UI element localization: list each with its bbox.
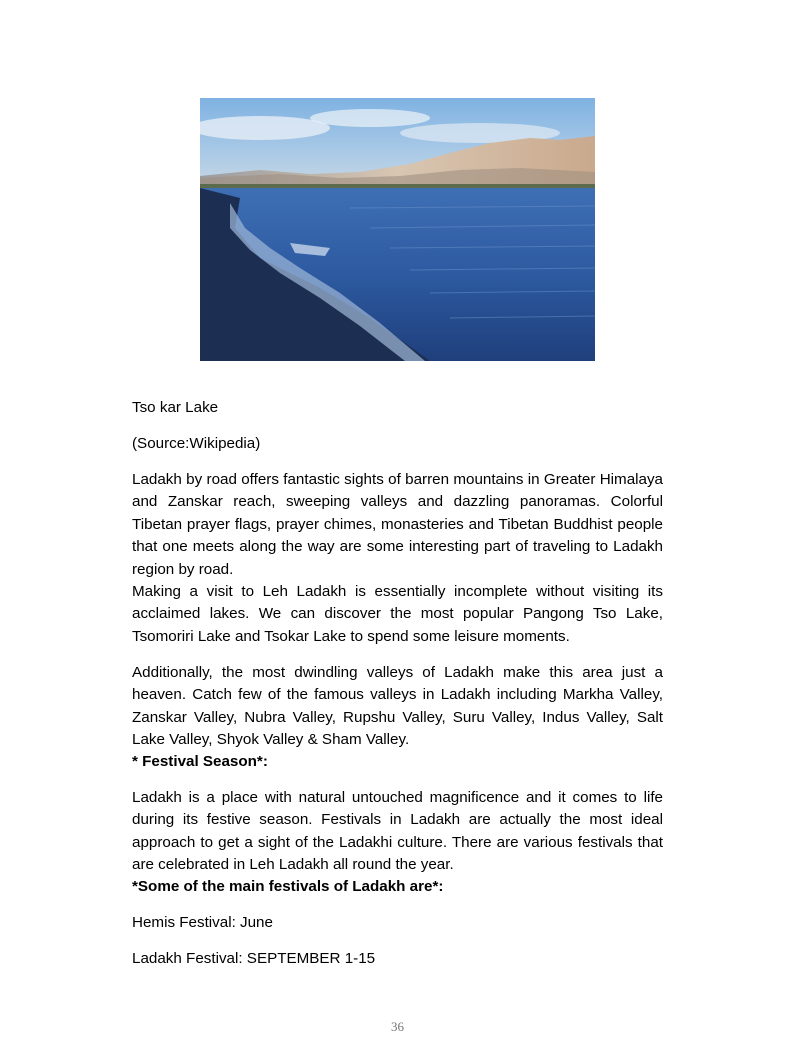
paragraph-valleys: Additionally, the most dwindling valleys of Ladakh make this area just a heaven. Catch few of the famous valleys in Ladakh including Markha Valley, Zanskar Valley, Nubra Valley, Rupshu Valley, Suru Valley, Indus Valley, Salt Lake Valley, Shyok Valley & Sham Valley. — [132, 664, 663, 749]
figure-source: (Source:Wikipedia) — [132, 435, 261, 452]
paragraph-ladakh-by-road: Ladakh by road offers fantastic sights of barren mountains in Greater Himalaya and Zanskar reach, sweeping valleys and dazzling panoramas. Colorful Tibetan prayer flags, prayer chimes, monasteries and Tibetan Buddhist people that one meets along the way are some interesting part of traveling to Ladakh region by road. — [132, 471, 663, 578]
festival-item-ladakh: Ladakh Festival: SEPTEMBER 1-15 — [132, 950, 376, 967]
main-festivals-heading: *Some of the main festivals of Ladakh are*: — [132, 878, 444, 895]
festival-season-heading: * Festival Season*: — [132, 753, 268, 770]
tso-kar-lake-photo — [200, 98, 595, 361]
figure-caption: Tso kar Lake — [132, 399, 219, 416]
paragraph-festive-season: Ladakh is a place with natural untouched magnificence and it comes to life during its festive season. Festivals in Ladakh are actually the most ideal approach to get a sight of the Ladakhi culture. There are various festivals that are celebrated in Leh Ladakh all round the year. — [132, 789, 663, 874]
paragraph-lakes: Making a visit to Leh Ladakh is essentially incomplete without visiting its acclaimed lakes. We can discover the most popular Pangong Tso Lake, Tsomoriri Lake and Tsokar Lake to spend some leisure moments. — [132, 583, 663, 645]
page-number: 36 — [391, 1019, 404, 1034]
festival-item-hemis: Hemis Festival: June — [132, 914, 273, 931]
